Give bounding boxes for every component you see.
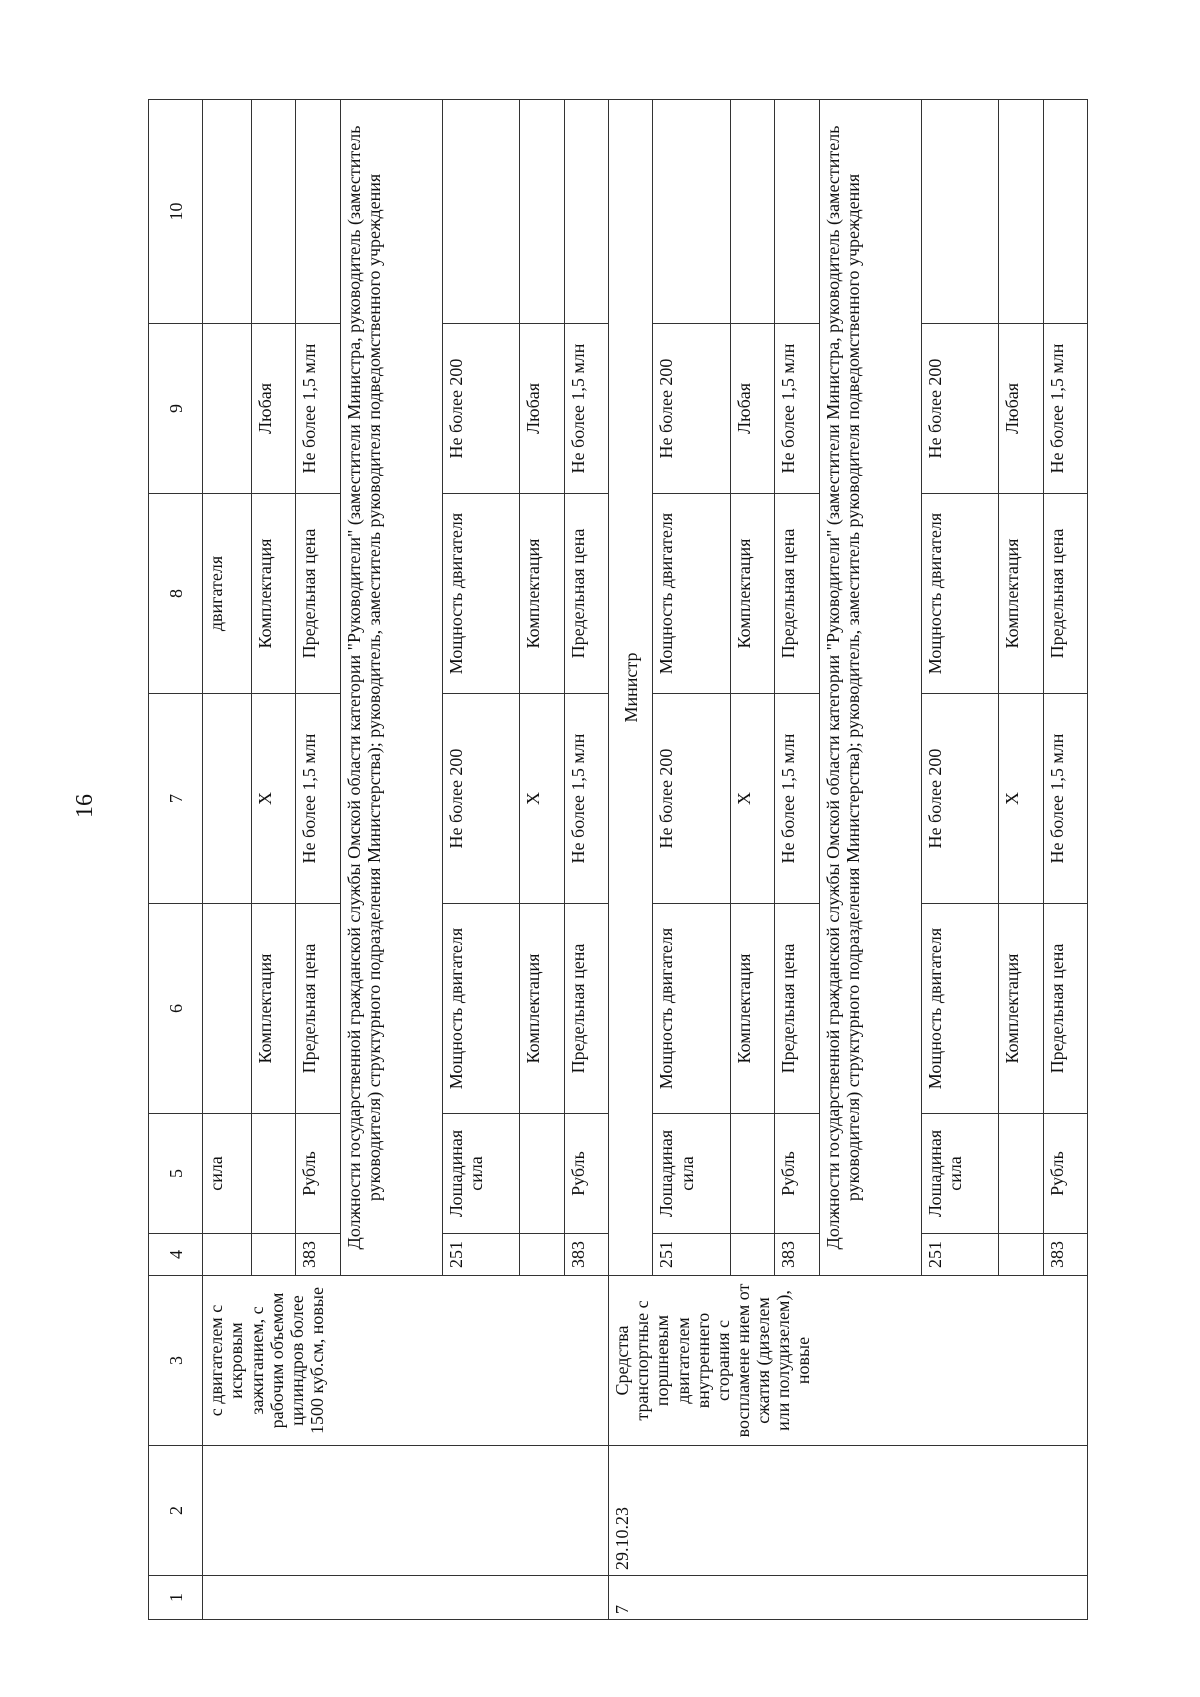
justification-cell xyxy=(252,100,296,324)
characteristic-cell: Предельная цена xyxy=(1043,494,1087,694)
characteristic-cell: Предельная цена xyxy=(296,904,340,1114)
justification-cell xyxy=(653,100,731,324)
characteristic-cell: Мощность двигателя xyxy=(442,904,520,1114)
value-cell: X xyxy=(252,694,296,904)
characteristic-cell: Мощность двигателя xyxy=(653,904,731,1114)
okpd-code-cell xyxy=(203,1446,609,1576)
justification-cell xyxy=(999,100,1043,324)
okpd-code-cell: 29.10.23 xyxy=(609,1446,1088,1576)
justification-cell xyxy=(296,100,340,324)
justification-cell xyxy=(775,100,819,324)
justification-cell xyxy=(1043,100,1087,324)
unit-code-cell xyxy=(999,1234,1043,1276)
unit-name-cell: Лошадиная сила xyxy=(921,1114,999,1234)
value-cell: Не более 200 xyxy=(442,324,520,494)
unit-code-cell: 251 xyxy=(442,1234,520,1276)
characteristic-cell: Комплектация xyxy=(252,494,296,694)
item-number-cell: 7 xyxy=(609,1576,1088,1620)
unit-name-cell: Рубль xyxy=(775,1114,819,1234)
characteristic-cell: Предельная цена xyxy=(775,904,819,1114)
characteristic-cell: Комплектация xyxy=(999,494,1043,694)
unit-name-cell: Лошадиная сила xyxy=(653,1114,731,1234)
characteristic-cell: Предельная цена xyxy=(1043,904,1087,1114)
justification-cell xyxy=(203,100,252,324)
unit-name-cell: Рубль xyxy=(296,1114,340,1234)
item-number-cell xyxy=(203,1576,609,1620)
unit-code-cell xyxy=(203,1234,252,1276)
unit-name-cell xyxy=(999,1114,1043,1234)
characteristic-cell: Мощность двигателя xyxy=(442,494,520,694)
characteristic-cell: Комплектация xyxy=(520,904,564,1114)
value-cell: Не более 200 xyxy=(921,694,999,904)
header-row xyxy=(149,100,203,1620)
unit-code-cell: 383 xyxy=(775,1234,819,1276)
item-description-cell: Средства транспортные с поршневым двигателем внутреннего сгорания с воспламене нием от сжатия (дизелем или полудизелем), новые xyxy=(609,1276,1088,1446)
unit-code-cell xyxy=(520,1234,564,1276)
value-cell: X xyxy=(730,694,774,904)
value-cell: X xyxy=(999,694,1043,904)
characteristic-cell xyxy=(203,904,252,1114)
characteristic-cell: Предельная цена xyxy=(564,904,608,1114)
table-row xyxy=(203,100,252,1620)
category-header: Должности государственной гражданской службы Омской области категории "Руководители" (заместители Министра, руководитель (заместитель руководителя) структурного подразделения Министерства); руководитель, заместитель руководителя подведомственного учреждения xyxy=(340,100,442,1276)
characteristic-cell: Мощность двигателя xyxy=(921,494,999,694)
value-cell: Не более 200 xyxy=(921,324,999,494)
minister-category-header: Министр xyxy=(609,100,653,1276)
unit-name-cell: Рубль xyxy=(1043,1114,1087,1234)
value-cell: Не более 1,5 млн xyxy=(564,324,608,494)
value-cell: Не более 1,5 млн xyxy=(296,324,340,494)
unit-name-cell xyxy=(520,1114,564,1234)
unit-code-cell: 383 xyxy=(564,1234,608,1276)
value-cell: Не более 1,5 млн xyxy=(775,324,819,494)
value-cell: Не более 200 xyxy=(653,324,731,494)
value-cell: Не более 1,5 млн xyxy=(1043,694,1087,904)
item-description-cell: с двигателем с искровым зажиганием, с рабочим объемом цилиндров более 1500 куб.см, новые xyxy=(203,1276,609,1446)
header-cell: 3 xyxy=(149,1276,203,1446)
unit-name-cell xyxy=(730,1114,774,1234)
value-cell xyxy=(203,694,252,904)
header-cell: 2 xyxy=(149,1446,203,1576)
characteristic-cell: Мощность двигателя xyxy=(921,904,999,1114)
unit-name-cell: Лошадиная сила xyxy=(442,1114,520,1234)
value-cell: Не более 200 xyxy=(442,694,520,904)
value-cell: Любая xyxy=(999,324,1043,494)
unit-code-cell: 251 xyxy=(921,1234,999,1276)
unit-code-cell: 251 xyxy=(653,1234,731,1276)
justification-cell xyxy=(564,100,608,324)
value-cell: Любая xyxy=(730,324,774,494)
characteristic-cell: Комплектация xyxy=(730,904,774,1114)
header-cell: 4 xyxy=(149,1234,203,1276)
characteristic-cell: Комплектация xyxy=(730,494,774,694)
page-number: 16 xyxy=(72,794,98,818)
characteristic-cell: двигателя xyxy=(203,494,252,694)
characteristic-cell: Комплектация xyxy=(252,904,296,1114)
characteristic-cell: Комплектация xyxy=(520,494,564,694)
unit-name-cell xyxy=(252,1114,296,1234)
header-cell: 7 xyxy=(149,694,203,904)
characteristic-cell: Предельная цена xyxy=(296,494,340,694)
characteristic-cell: Предельная цена xyxy=(775,494,819,694)
value-cell: Не более 1,5 млн xyxy=(1043,324,1087,494)
unit-code-cell: 383 xyxy=(296,1234,340,1276)
justification-cell xyxy=(442,100,520,324)
value-cell: X xyxy=(520,694,564,904)
requirements-table xyxy=(148,99,1088,1620)
header-cell: 9 xyxy=(149,324,203,494)
value-cell: Не более 1,5 млн xyxy=(775,694,819,904)
header-cell: 5 xyxy=(149,1114,203,1234)
justification-cell xyxy=(730,100,774,324)
value-cell: Не более 200 xyxy=(653,694,731,904)
unit-code-cell: 383 xyxy=(1043,1234,1087,1276)
justification-cell xyxy=(520,100,564,324)
value-cell: Любая xyxy=(252,324,296,494)
unit-code-cell xyxy=(730,1234,774,1276)
value-cell: Не более 1,5 млн xyxy=(296,694,340,904)
header-cell: 6 xyxy=(149,904,203,1114)
characteristic-cell: Комплектация xyxy=(999,904,1043,1114)
header-cell: 10 xyxy=(149,100,203,324)
value-cell: Не более 1,5 млн xyxy=(564,694,608,904)
unit-name-cell: Рубль xyxy=(564,1114,608,1234)
header-cell: 8 xyxy=(149,494,203,694)
characteristic-cell: Предельная цена xyxy=(564,494,608,694)
value-cell xyxy=(203,324,252,494)
value-cell: Любая xyxy=(520,324,564,494)
unit-code-cell xyxy=(252,1234,296,1276)
unit-name-cell: сила xyxy=(203,1114,252,1234)
justification-cell xyxy=(921,100,999,324)
category-header: Должности государственной гражданской службы Омской области категории "Руководители" (заместители Министра, руководитель (заместитель руководителя) структурного подразделения Министерства); руководитель, заместитель руководителя подведомственного учреждения xyxy=(819,100,921,1276)
header-cell: 1 xyxy=(149,1576,203,1620)
rotated-page xyxy=(148,100,1088,1620)
table-row xyxy=(609,100,653,1620)
characteristic-cell: Мощность двигателя xyxy=(653,494,731,694)
